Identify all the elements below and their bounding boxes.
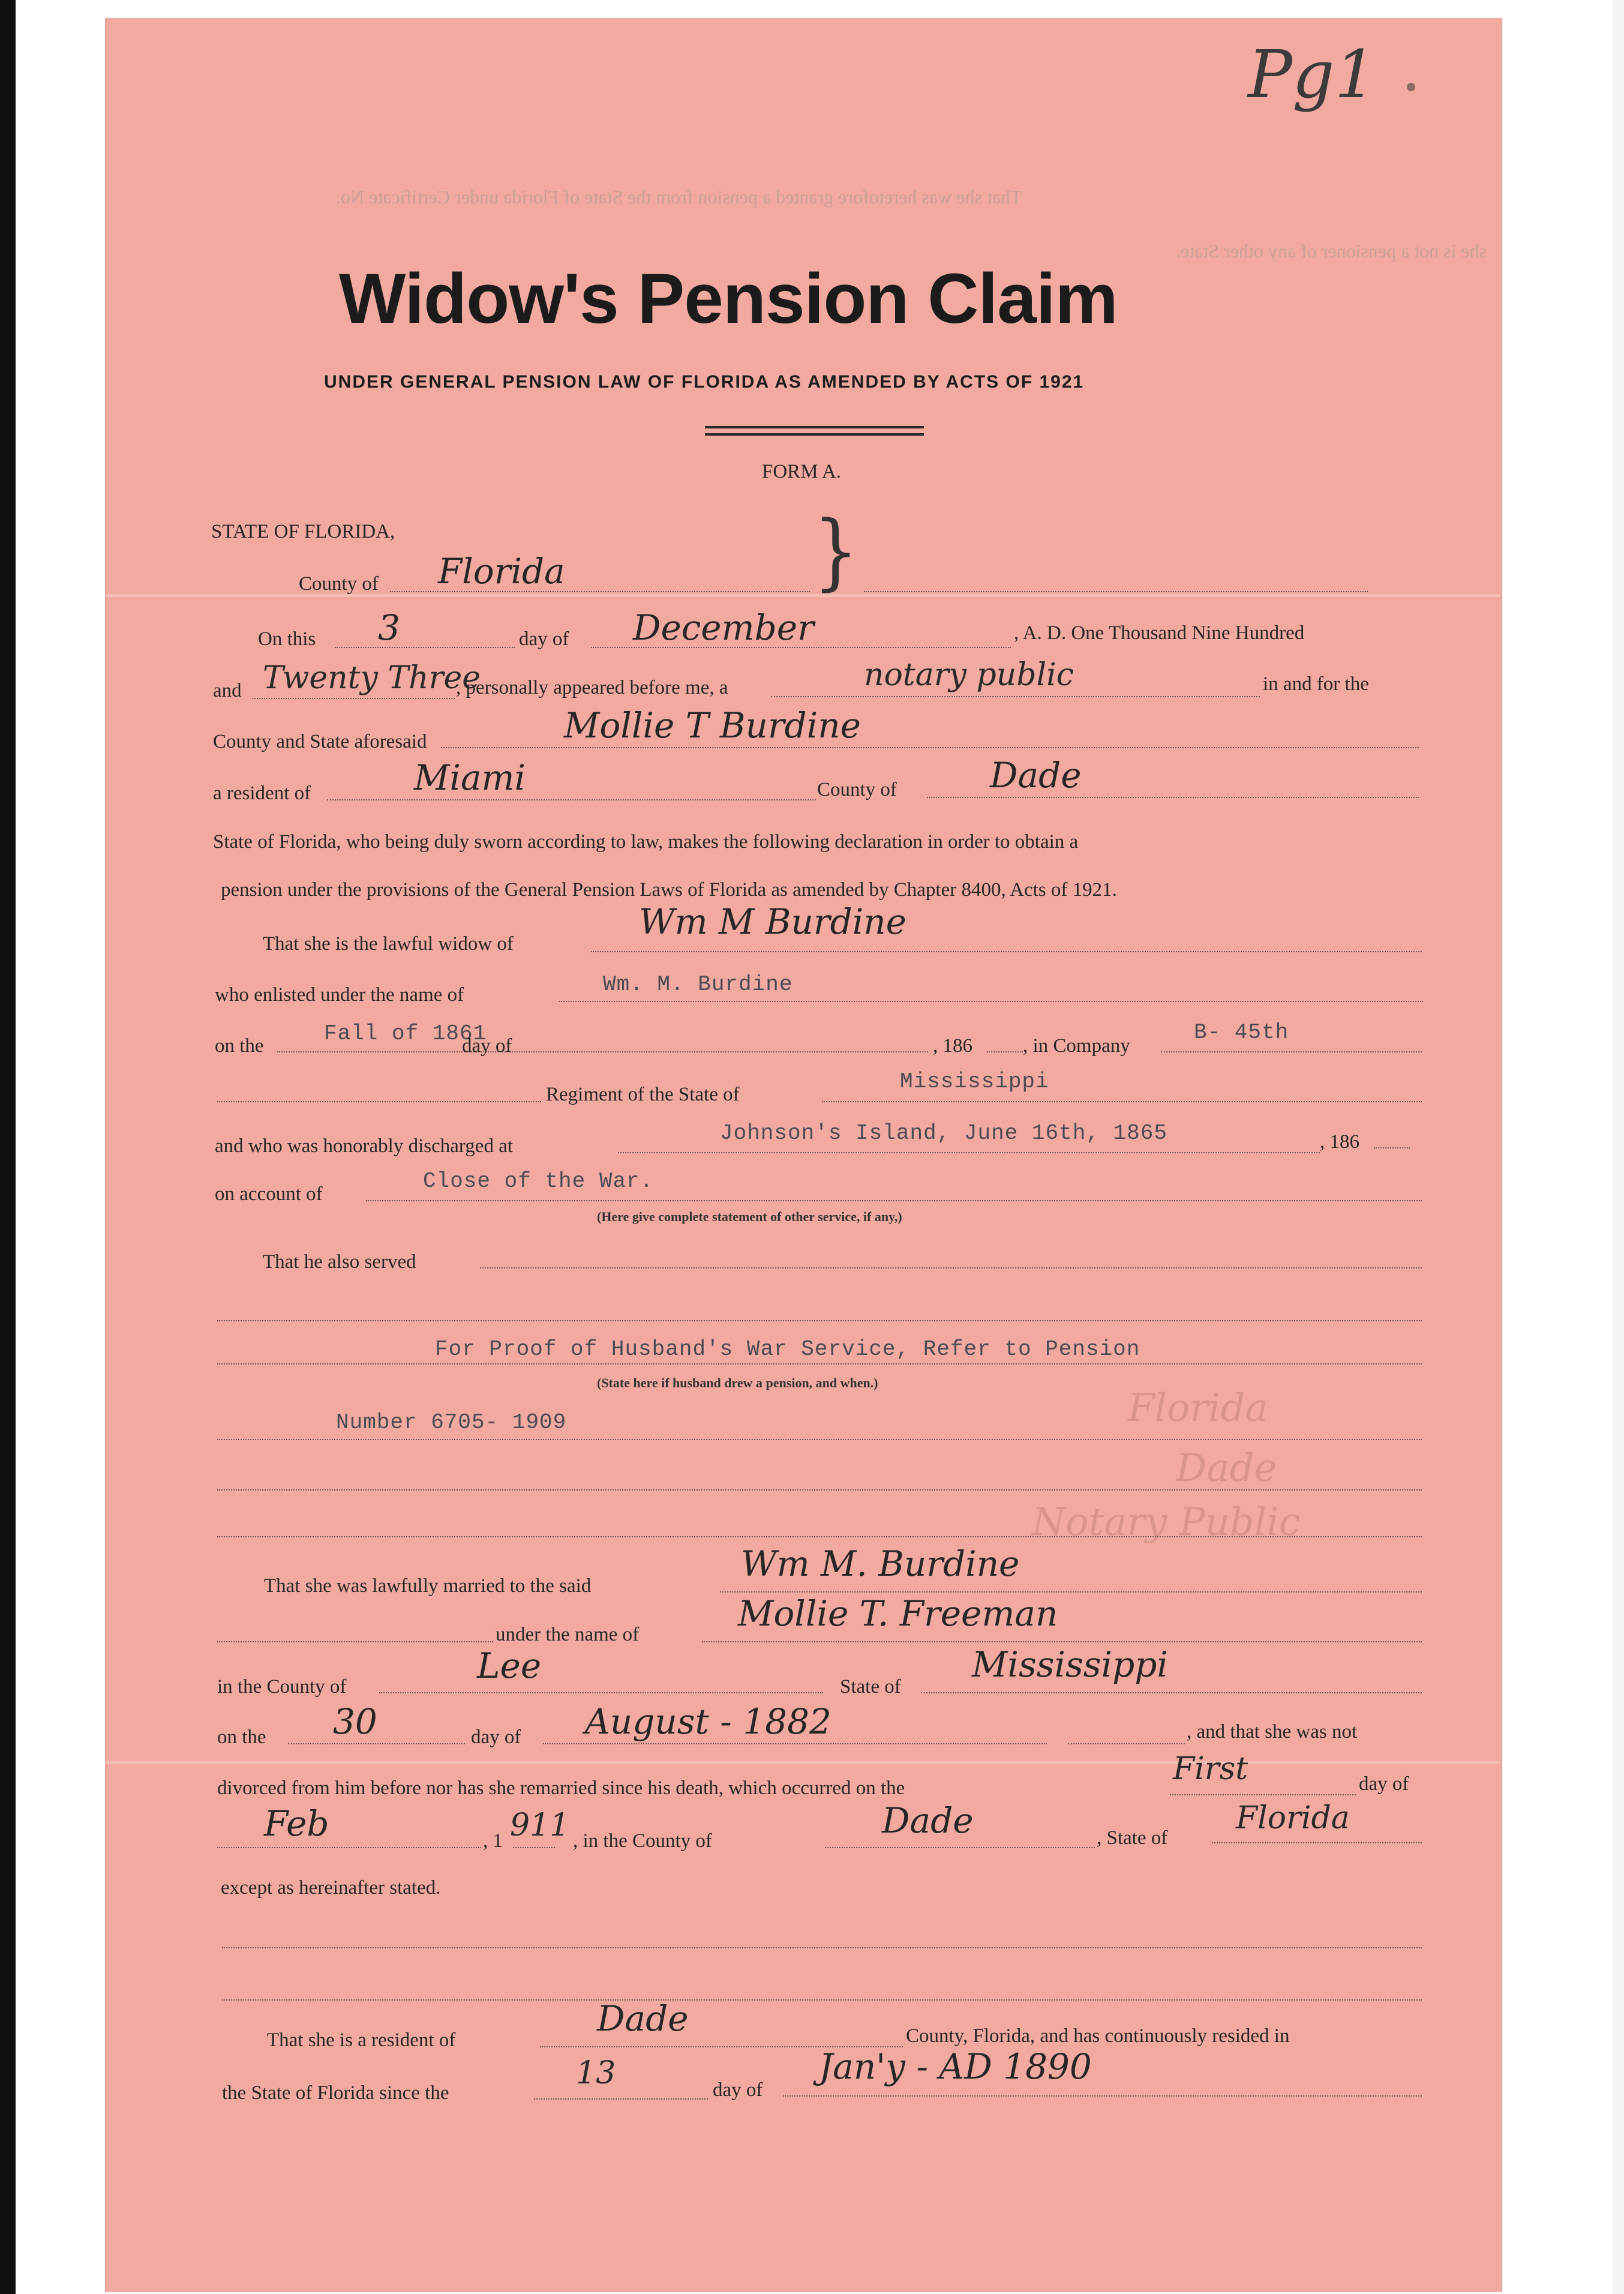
regiment-field-line <box>217 1101 541 1102</box>
death-year-field-line <box>513 1847 555 1848</box>
husband-value: Wm M. Burdine <box>741 1543 1020 1584</box>
enlist-date-value: Fall of 1861 <box>324 1021 487 1046</box>
form-subtitle: UNDER GENERAL PENSION LAW OF FLORIDA AS AMENDED BY ACTS OF 1921 <box>324 372 1085 392</box>
county2-field-line <box>927 797 1419 798</box>
death-county-label: , in the County of <box>573 1830 712 1852</box>
also-served-field-line-2 <box>217 1320 1422 1321</box>
company-value: B- 45th <box>1194 1020 1289 1045</box>
marriage-year-blank-line <box>1068 1743 1185 1744</box>
marriage-date-value: August - 1882 <box>585 1701 831 1742</box>
declaration-line-2: pension under the provisions of the General Pension Laws of Florida as amended by Chapter 8400, Acts of 1921. <box>221 879 1117 901</box>
year-field-line <box>252 698 455 699</box>
maiden-value: Mollie T. Freeman <box>738 1593 1058 1634</box>
county-label: County of <box>299 573 379 595</box>
resident-of-label: a resident of <box>213 782 311 804</box>
number-field-line <box>217 1439 1422 1440</box>
bleed-through-handwriting: Dade <box>1176 1446 1277 1491</box>
bleed-through-text: That she was heretofore granted a pension from the State of Florida under Certificate No. <box>336 186 1022 208</box>
residence-label: That she is a resident of <box>267 2029 456 2051</box>
since-day-field-line <box>534 2098 708 2100</box>
discharged-field-line <box>618 1152 1320 1153</box>
in-and-for-text: in and for the <box>1263 673 1369 695</box>
discharged-label: and who was honorably discharged at <box>215 1135 514 1157</box>
also-served-label: That he also served <box>263 1251 416 1273</box>
widow-of-field-line <box>591 951 1422 952</box>
venue-brace: } <box>813 503 859 600</box>
venue-line <box>864 591 1368 592</box>
not-divorced-text: , and that she was not <box>1187 1721 1358 1743</box>
year-186-field-line <box>987 1051 1023 1052</box>
widow-of-value: Wm M Burdine <box>639 901 906 942</box>
marriage-county-field-line <box>379 1692 823 1693</box>
husband-field-line <box>720 1591 1422 1593</box>
death-county-value: Dade <box>882 1800 974 1841</box>
discharged-suffix-line <box>1374 1147 1410 1149</box>
death-day-value: First <box>1173 1751 1248 1787</box>
except-text: except as hereinafter stated. <box>221 1877 441 1899</box>
marriage-on-the-label: on the <box>217 1726 266 1748</box>
extra-field-line <box>217 1536 1422 1537</box>
since-label: the State of Florida since the <box>222 2082 449 2104</box>
discharged-suffix: , 186 <box>1320 1131 1359 1153</box>
county2-value: Dade <box>990 755 1082 796</box>
officer-field-line <box>771 696 1260 697</box>
and-label: and <box>213 680 242 701</box>
form-label: FORM A. <box>762 461 842 482</box>
pension-note: (State here if husband drew a pension, and when.) <box>597 1375 878 1390</box>
ink-dot <box>1407 83 1415 91</box>
year-prefix: , 1 <box>483 1830 503 1852</box>
death-year-value: 911 <box>510 1807 570 1843</box>
year-186-label: , 186 <box>933 1035 972 1057</box>
marriage-date-field-line <box>543 1743 1047 1744</box>
scan-border-right <box>1613 0 1624 2294</box>
marriage-county-label: in the County of <box>217 1676 347 1698</box>
on-the-label: on the <box>215 1035 264 1057</box>
city-field-line <box>327 799 816 800</box>
since-date-value: Jan'y - AD 1890 <box>819 2046 1092 2087</box>
death-day-field-line <box>1170 1794 1356 1795</box>
county-of-label: County of <box>817 779 897 800</box>
number-value: Number 6705- 1909 <box>336 1410 567 1435</box>
maiden-field-line <box>702 1641 1422 1642</box>
married-label: That she was lawfully married to the said <box>264 1575 592 1597</box>
residence-county-value: Dade <box>597 1998 689 2039</box>
ad-text: , A. D. One Thousand Nine Hundred <box>1014 622 1305 644</box>
state-field-line <box>822 1101 1422 1102</box>
widow-of-label: That she is the lawful widow of <box>263 933 514 955</box>
day-field-line <box>335 647 515 648</box>
page-number-note: Pg1 <box>1248 36 1377 113</box>
marriage-state-label: State of <box>840 1676 901 1698</box>
divorced-text: divorced from him before nor has she remarried since his death, which occurred on the <box>217 1777 905 1799</box>
officer-value: notary public <box>864 657 1074 693</box>
since-day-value: 13 <box>576 2055 616 2091</box>
extra-field-line <box>217 1489 1422 1491</box>
bleed-through-text: she is not a pensioner of any other State. <box>1176 240 1487 262</box>
marriage-day-value: 30 <box>333 1701 377 1742</box>
account-note: (Here give complete statement of other service, if any,) <box>597 1209 902 1224</box>
declaration-line-1: State of Florida, who being duly sworn according to law, makes the following declaration in order to obtain a <box>213 831 1079 853</box>
bleed-through-handwriting: Notary Public <box>1032 1500 1301 1545</box>
regiment-label: Regiment of the State of <box>546 1084 740 1105</box>
county-value: Florida <box>438 551 565 592</box>
except-field-line <box>222 1947 1422 1948</box>
county-state-label: County and State aforesaid <box>213 731 427 752</box>
company-field-line <box>1161 1051 1422 1052</box>
also-served-field-line <box>480 1267 1422 1269</box>
proof-value: For Proof of Husband's War Service, Refer to Pension <box>435 1337 1140 1362</box>
year-value: Twenty Three <box>263 660 481 696</box>
residence-county-suffix: County, Florida, and has continuously resided in <box>906 2025 1290 2047</box>
marriage-day-field-line <box>288 1743 465 1744</box>
death-month-field-line <box>217 1847 481 1848</box>
marriage-county-value: Lee <box>477 1645 542 1686</box>
title-rule <box>705 433 924 436</box>
enlist-date-field-line <box>277 1051 928 1052</box>
discharged-value: Johnson's Island, June 16th, 1865 <box>720 1121 1167 1145</box>
bleed-through-handwriting: Florida <box>1128 1386 1268 1431</box>
fold-crease-bottom <box>105 1761 1500 1764</box>
account-value: Close of the War. <box>423 1169 654 1194</box>
form-title: Widow's Pension Claim <box>339 259 1118 338</box>
state-value: Mississippi <box>900 1069 1049 1094</box>
enlisted-value: Wm. M. Burdine <box>603 972 793 997</box>
marriage-day-of-label: day of <box>471 1726 521 1748</box>
claimant-field-line <box>441 747 1419 748</box>
enlisted-label: who enlisted under the name of <box>215 984 464 1006</box>
claimant-value: Mollie T Burdine <box>564 705 861 746</box>
death-state-label: , State of <box>1097 1827 1168 1849</box>
death-county-field-line <box>825 1847 1095 1848</box>
proof-field-line <box>217 1363 1422 1365</box>
enlisted-field-line <box>559 1001 1423 1002</box>
death-state-value: Florida <box>1236 1800 1350 1836</box>
death-month-value: Feb <box>264 1803 329 1844</box>
day-of-label: day of <box>519 628 569 650</box>
marriage-state-field-line <box>921 1692 1422 1693</box>
company-label: , in Company <box>1023 1035 1130 1057</box>
account-field-line <box>366 1200 1422 1201</box>
title-rule <box>705 426 924 428</box>
state-label: STATE OF FLORIDA, <box>211 521 395 542</box>
appeared-text: , personally appeared before me, a <box>456 677 728 698</box>
since-day-of-label: day of <box>713 2079 763 2101</box>
city-value: Miami <box>414 757 526 798</box>
day-value: 3 <box>378 607 400 648</box>
death-state-field-line <box>1212 1842 1422 1843</box>
on-this-label: On this <box>258 628 316 650</box>
scan-border-left <box>0 0 16 2294</box>
name-of-label: under the name of <box>496 1624 640 1645</box>
name-of-pre-line <box>217 1641 493 1642</box>
month-value: December <box>633 607 814 648</box>
account-label: on account of <box>215 1183 323 1205</box>
day-of-label: day of <box>462 1035 512 1057</box>
since-date-field-line <box>783 2095 1422 2097</box>
marriage-state-value: Mississippi <box>972 1644 1168 1685</box>
except-field-line-2 <box>222 1999 1422 2001</box>
death-day-of-label: day of <box>1359 1773 1409 1795</box>
